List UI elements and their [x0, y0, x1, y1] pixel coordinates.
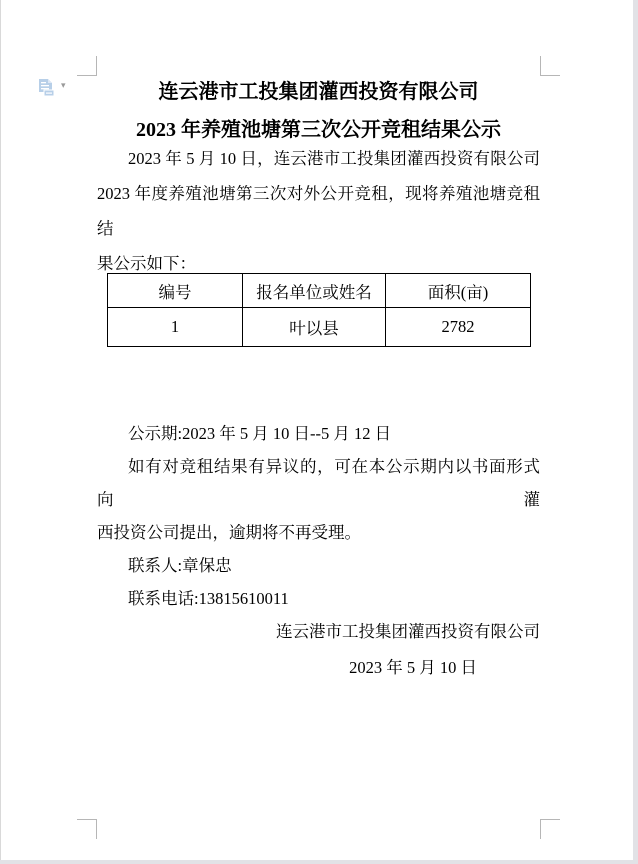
table-header-applicant: 报名单位或姓名: [243, 274, 386, 308]
table-cell-applicant: 叶以县: [243, 308, 386, 347]
paragraph-line: 2023 年 5 月 10 日，连云港市工投集团灌西投资有限公司: [128, 149, 540, 168]
chevron-down-icon: ▾: [61, 81, 66, 91]
title-line-2: 2023 年养殖池塘第三次公开竞租结果公示: [136, 119, 501, 141]
signature-date: 2023 年 5 月 10 日: [349, 658, 477, 677]
paste-options-button[interactable]: [38, 78, 66, 97]
page-edge-right: [633, 0, 638, 864]
contact-person-line: 联系人:章保忠: [128, 556, 232, 575]
margin-crop-mark-top-left: [77, 56, 97, 76]
results-table: [107, 273, 531, 347]
page-edge-bottom: [0, 860, 638, 864]
signature-company: 连云港市工投集团灌西投资有限公司: [276, 622, 540, 641]
page-edge-left: [0, 0, 1, 864]
notice-section: [97, 417, 540, 615]
table-header-area: 面积(亩): [386, 274, 531, 308]
document-title: [97, 73, 540, 149]
margin-crop-mark-bottom-right: [540, 819, 560, 839]
paste-options-icon: [38, 78, 56, 97]
objection-line-2: 西投资公司提出，逾期将不再受理。: [97, 523, 361, 542]
publicity-period-line: 公示期:2023 年 5 月 10 日--5 月 12 日: [128, 424, 392, 443]
intro-paragraph: [97, 141, 540, 281]
table-cell-number: 1: [108, 308, 243, 347]
contact-phone-line: 联系电话:13815610011: [128, 589, 289, 608]
margin-crop-mark-top-right: [540, 56, 560, 76]
title-line-1: 连云港市工投集团灌西投资有限公司: [158, 81, 479, 103]
margin-crop-mark-bottom-left: [77, 819, 97, 839]
paragraph-line: 2023 年度养殖池塘第三次对外公开竞租，现将养殖池塘竞租结: [97, 184, 540, 238]
objection-line-1: 如有对竞租结果有异议的，可在本公示期内以书面形式向灌: [97, 457, 540, 509]
table-row: [108, 308, 531, 347]
paragraph-line: 果公示如下：: [97, 254, 196, 273]
table-cell-area: 2782: [386, 308, 531, 347]
table-header-number: 编号: [108, 274, 243, 308]
table-header-row: [108, 274, 531, 308]
